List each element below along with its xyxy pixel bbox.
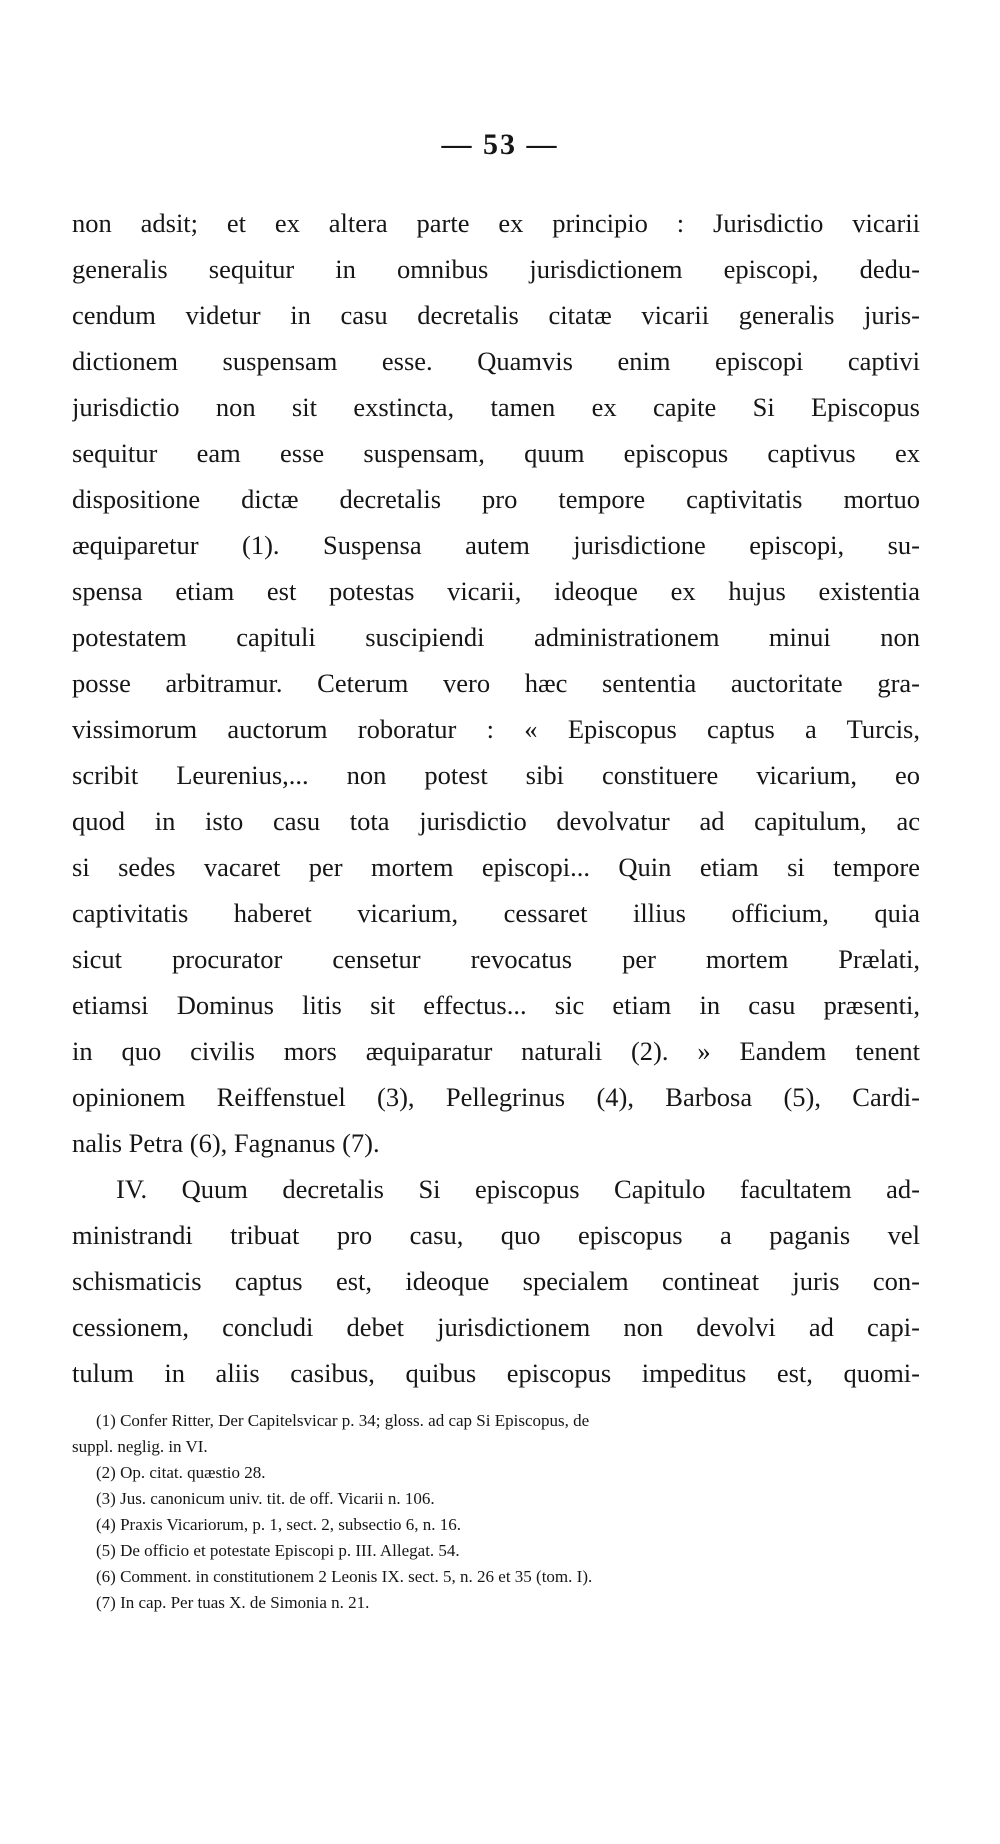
body-line: ministrandi tribuat pro casu, quo episcopus a paganis vel	[72, 1220, 920, 1250]
body-line: opinionem Reiffenstuel (3), Pellegrinus (4), Barbosa (5), Cardi-	[72, 1082, 920, 1112]
body-line: vissimorum auctorum roboratur : « Episcopus captus a Turcis,	[72, 714, 920, 744]
body-line: cessionem, concludi debet jurisdictionem non devolvi ad capi-	[72, 1312, 920, 1342]
body-line: scribit Leurenius,... non potest sibi constituere vicarium, eo	[72, 760, 920, 790]
footnote: (5) De officio et potestate Episcopi p. III. Allegat. 54.	[96, 1541, 460, 1560]
body-line: spensa etiam est potestas vicarii, ideoque ex hujus existentia	[72, 576, 920, 606]
body-line: tulum in aliis casibus, quibus episcopus impeditus est, quomi-	[72, 1358, 920, 1388]
footnote: (2) Op. citat. quæstio 28.	[96, 1463, 266, 1482]
footnote: (7) In cap. Per tuas X. de Simonia n. 21.	[96, 1593, 370, 1612]
body-line: in quo civilis mors æquiparatur naturali (2). » Eandem tenent	[72, 1036, 920, 1066]
body-line: captivitatis haberet vicarium, cessaret illius officium, quia	[72, 898, 920, 928]
footnote: (1) Confer Ritter, Der Capitelsvicar p. 34; gloss. ad cap Si Episcopus, de	[96, 1411, 590, 1430]
page-number: — 53 —	[441, 128, 559, 161]
footnote: (4) Praxis Vicariorum, p. 1, sect. 2, subsectio 6, n. 16.	[96, 1515, 462, 1534]
body-line: schismaticis captus est, ideoque specialem contineat juris con-	[72, 1266, 920, 1296]
body-line: IV. Quum decretalis Si episcopus Capitulo facultatem ad-	[116, 1174, 920, 1204]
body-line: jurisdictio non sit exstincta, tamen ex capite Si Episcopus	[72, 392, 920, 422]
body-line: posse arbitramur. Ceterum vero hæc sententia auctoritate gra-	[72, 668, 920, 698]
body-line: sequitur eam esse suspensam, quum episcopus captivus ex	[72, 438, 920, 468]
body-line: quod in isto casu tota jurisdictio devolvatur ad capitulum, ac	[72, 806, 920, 836]
footnote-continuation: suppl. neglig. in VI.	[72, 1437, 208, 1456]
body-line: æquiparetur (1). Suspensa autem jurisdictione episcopi, su-	[72, 530, 920, 560]
body-text	[72, 200, 920, 1396]
body-line: generalis sequitur in omnibus jurisdictionem episcopi, dedu-	[72, 254, 920, 284]
footnote: (6) Comment. in constitutionem 2 Leonis IX. sect. 5, n. 26 et 35 (tom. I).	[96, 1567, 593, 1586]
body-line: cendum videtur in casu decretalis citatæ vicarii generalis juris-	[72, 300, 920, 330]
body-line: dispositione dictæ decretalis pro tempore captivitatis mortuo	[72, 484, 920, 514]
body-line: dictionem suspensam esse. Quamvis enim episcopi captivi	[72, 346, 920, 376]
body-line: non adsit; et ex altera parte ex principio : Jurisdictio vicarii	[72, 208, 920, 238]
body-line: si sedes vacaret per mortem episcopi... Quin etiam si tempore	[72, 852, 920, 882]
body-line: etiamsi Dominus litis sit effectus... sic etiam in casu præsenti,	[72, 990, 920, 1020]
body-line: nalis Petra (6), Fagnanus (7).	[72, 1128, 380, 1158]
footnotes	[72, 1408, 916, 1616]
body-line: potestatem capituli suscipiendi administrationem minui non	[72, 622, 920, 652]
footnote: (3) Jus. canonicum univ. tit. de off. Vicarii n. 106.	[96, 1489, 435, 1508]
body-line: sicut procurator censetur revocatus per mortem Prælati,	[72, 944, 920, 974]
